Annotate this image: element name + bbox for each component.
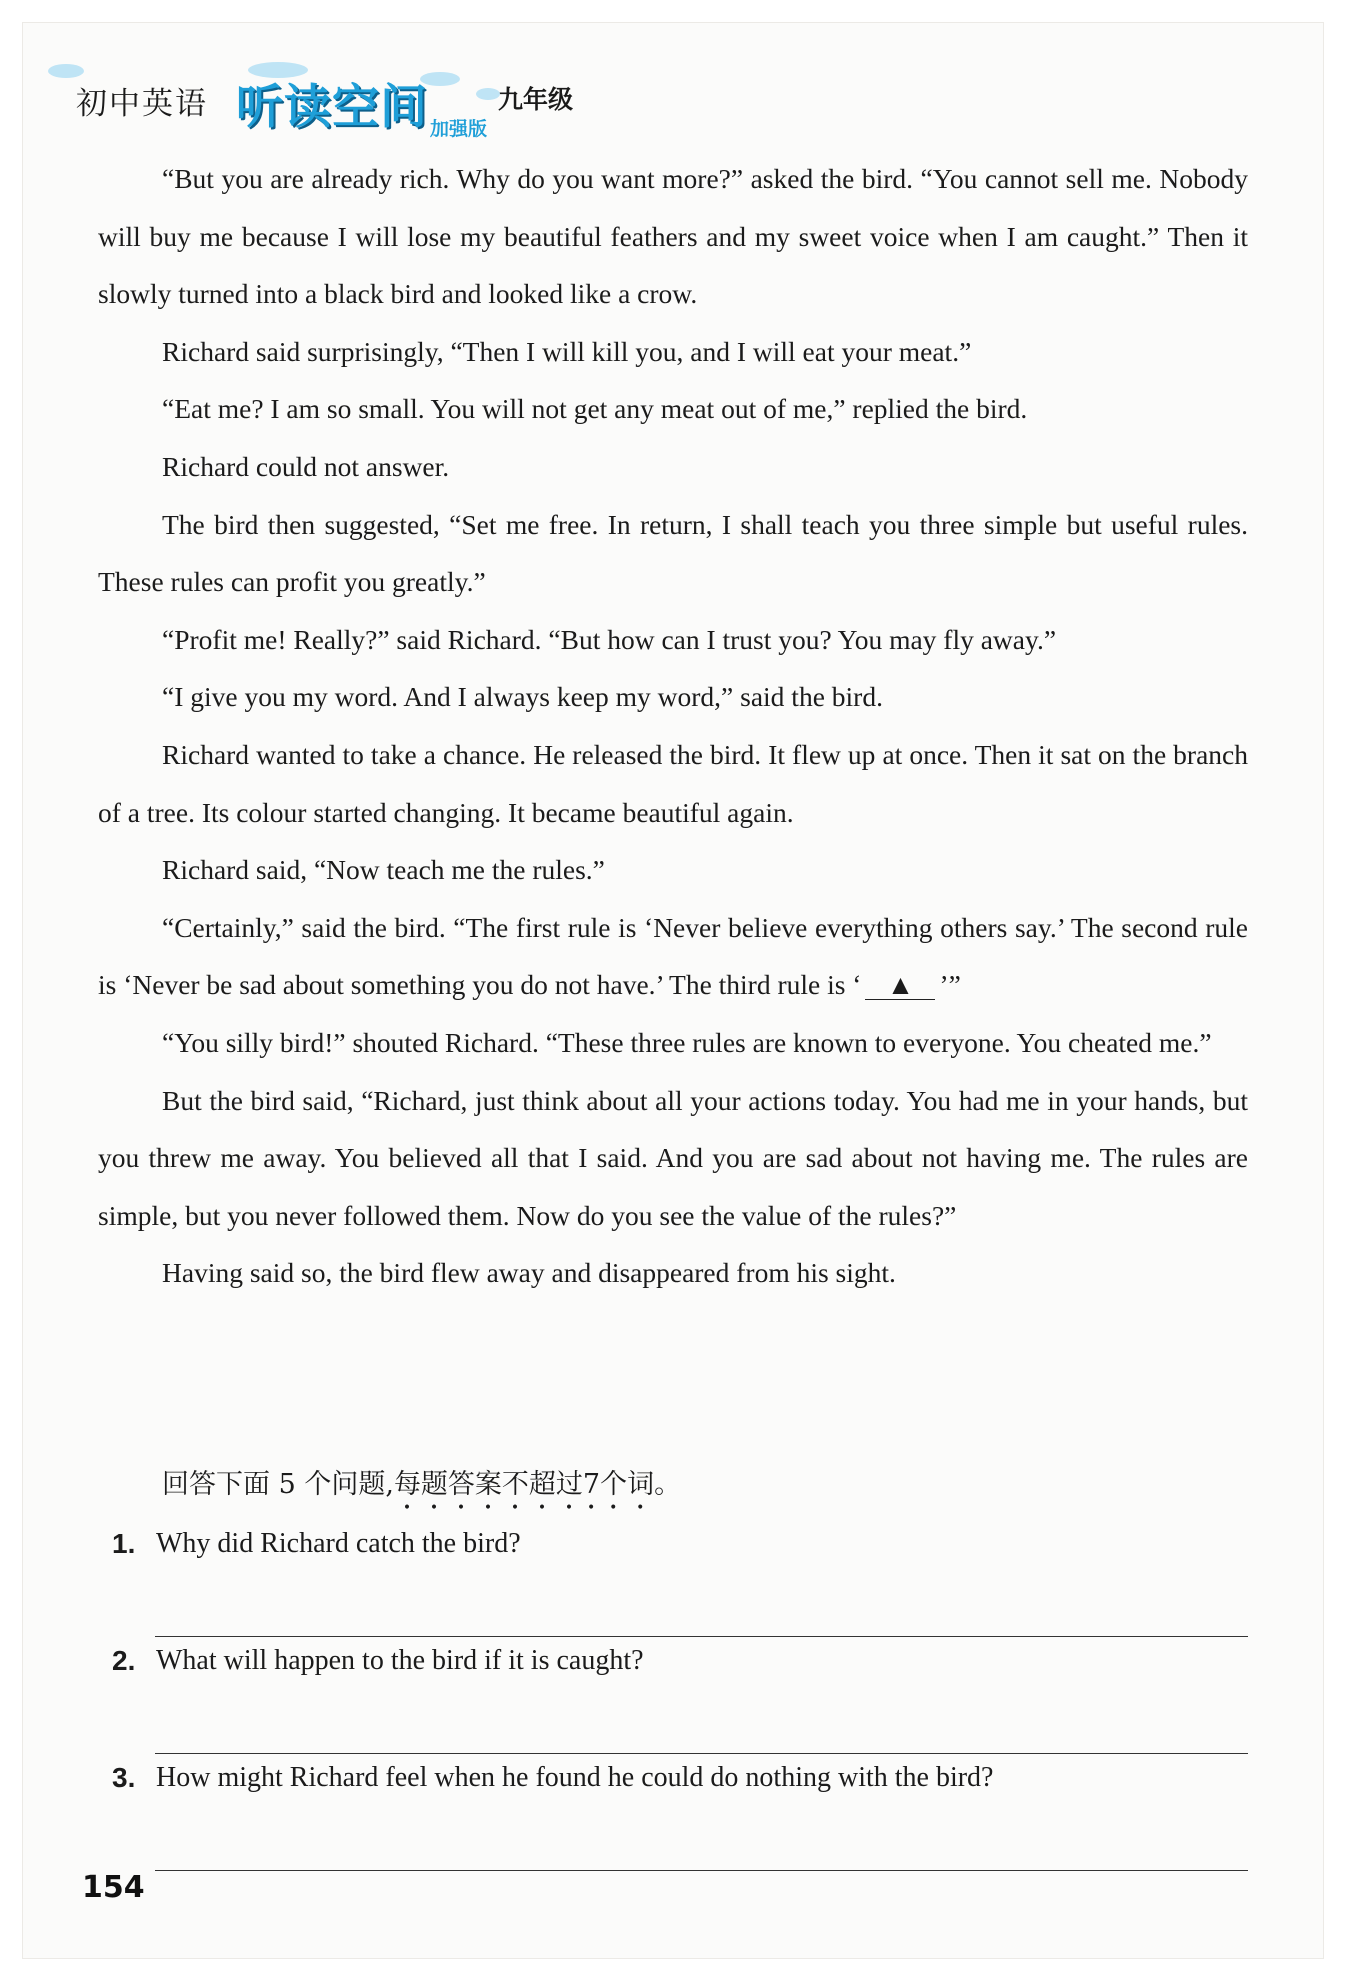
question-text: What will happen to the bird if it is caught? [156, 1645, 644, 1676]
answer-line[interactable] [155, 1870, 1248, 1871]
paragraph: “Eat me? I am so small. You will not get any meat out of me,” replied the bird. [162, 393, 1028, 425]
paragraph: Having said so, the bird flew away and disappeared from his sight. [162, 1257, 896, 1289]
reading-passage [98, 150, 1248, 1302]
instruction-suffix: 。 [654, 1469, 682, 1500]
instruction-emphasis: 每题答案不超过7个词 [393, 1469, 655, 1500]
paragraph: Richard could not answer. [162, 450, 450, 482]
paragraph: “You silly bird!” shouted Richard. “These three rules are known to everyone. You cheated me.” [162, 1026, 1212, 1058]
paragraph-with-blank [98, 899, 1248, 1014]
triangle-icon: ▲ [886, 969, 915, 1001]
answer-line[interactable] [155, 1753, 1248, 1754]
edition-label: 加强版 [430, 118, 488, 140]
header [48, 52, 648, 142]
paragraph: “Profit me! Really?” said Richard. “But how can I trust you? You may fly away.” [162, 623, 1057, 655]
cloud-icon [476, 88, 500, 100]
fill-blank[interactable] [865, 971, 935, 1000]
answer-line[interactable] [155, 1636, 1248, 1637]
paragraph: “But you are already rich. Why do you want more?” asked the bird. “You cannot sell me. Nobody will buy me because I will lose my beautiful feathers and my sweet voice when I am caught.” Then it slowly turned into a black bird and looked like a crow. [98, 163, 1248, 310]
question-number: 3. [112, 1762, 136, 1793]
series-title: 初中英语 [76, 86, 208, 122]
paragraph: Richard wanted to take a chance. He released the bird. It flew up at once. Then it sat on the branch of a tree. Its colour started changing. It became beautiful again. [98, 738, 1248, 828]
paragraph: Richard said surprisingly, “Then I will kill you, and I will eat your meat.” [162, 335, 972, 367]
question-number: 1. [112, 1528, 136, 1559]
cloud-icon [48, 64, 84, 78]
page-number: 154 [82, 1870, 145, 1905]
question-number: 2. [112, 1645, 136, 1676]
paragraph: Richard said, “Now teach me the rules.” [162, 854, 605, 886]
paragraph: But the bird said, “Richard, just think about all your actions today. You had me in your hands, but you threw me away. You believed all that I said. And you are sad about not having me. The rules are simple, but you never followed them. Now do you see the value of the rules?” [98, 1084, 1248, 1231]
grade-label: 九年级 [498, 85, 574, 114]
question-text: How might Richard feel when he found he could do nothing with the bird? [156, 1762, 994, 1793]
question-text: Why did Richard catch the bird? [156, 1528, 521, 1559]
brand-logo: 听读空间 [236, 80, 428, 135]
paragraph-text: “Certainly,” said the bird. “The first rule is ‘Never believe everything others say.’ The second rule is ‘Never be sad about something you do not have.’ The third rule is ‘ [98, 911, 1248, 1001]
paragraph: “I give you my word. And I always keep my word,” said the bird. [162, 681, 883, 713]
instruction [162, 1462, 681, 1516]
paragraph: The bird then suggested, “Set me free. In return, I shall teach you three simple but useful rules. These rules can profit you greatly.” [98, 508, 1248, 598]
instruction-prefix: 回答下面 5 个问题, [162, 1469, 394, 1500]
blank-close-quote: ’” [939, 969, 961, 1001]
